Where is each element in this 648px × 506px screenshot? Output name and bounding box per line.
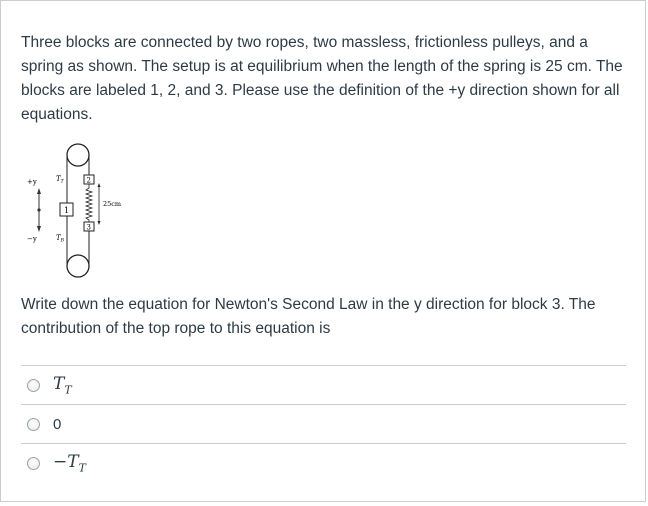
spring-length-label: 25cm	[103, 200, 122, 208]
answer-label: $-T_T$	[53, 451, 86, 475]
minus-y-label: −y	[27, 235, 37, 243]
top-pulley	[67, 144, 89, 166]
radio-button[interactable]	[27, 379, 40, 392]
answer-option-zero[interactable]	[21, 404, 626, 443]
radio-button[interactable]	[27, 457, 40, 470]
question-prompt-text: Write down the equation for Newton's Second Law in the y direction for block 3. The contribution of the top rope to this equation is	[21, 296, 596, 337]
answer-list	[21, 365, 626, 482]
y-axis-arrow-down	[37, 226, 41, 232]
radio-button[interactable]	[27, 418, 40, 431]
pulley-diagram	[23, 141, 133, 281]
answer-option-tt[interactable]	[21, 365, 626, 404]
spring-length-arrow-down	[98, 221, 101, 225]
answer-option-negative-tt[interactable]	[21, 443, 626, 482]
bottom-tension-label: $T_B$	[56, 234, 64, 244]
question-intro-text: Three blocks are connected by two ropes, two massless, frictionless pulleys, and a spring as shown. The setup is at equilibrium when the length of the spring is 25 cm. The blocks are labeled 1, 2, and 3. Please use the definition of the +y direction shown for all equations.	[21, 34, 623, 123]
y-axis-origin-dot	[37, 208, 40, 211]
spring	[86, 184, 92, 222]
bottom-pulley	[67, 255, 89, 277]
block-1-label: 1	[64, 206, 70, 215]
block-3-label: 3	[86, 223, 91, 232]
answer-label: $T_T$	[53, 373, 72, 397]
top-tension-label: $T_T$	[56, 175, 64, 185]
spring-length-arrow-up	[98, 183, 101, 187]
y-axis-arrow-up	[37, 188, 41, 194]
block-2-label: 2	[86, 176, 91, 185]
plus-y-label: +y	[27, 178, 37, 186]
answer-label: 0	[53, 415, 62, 433]
